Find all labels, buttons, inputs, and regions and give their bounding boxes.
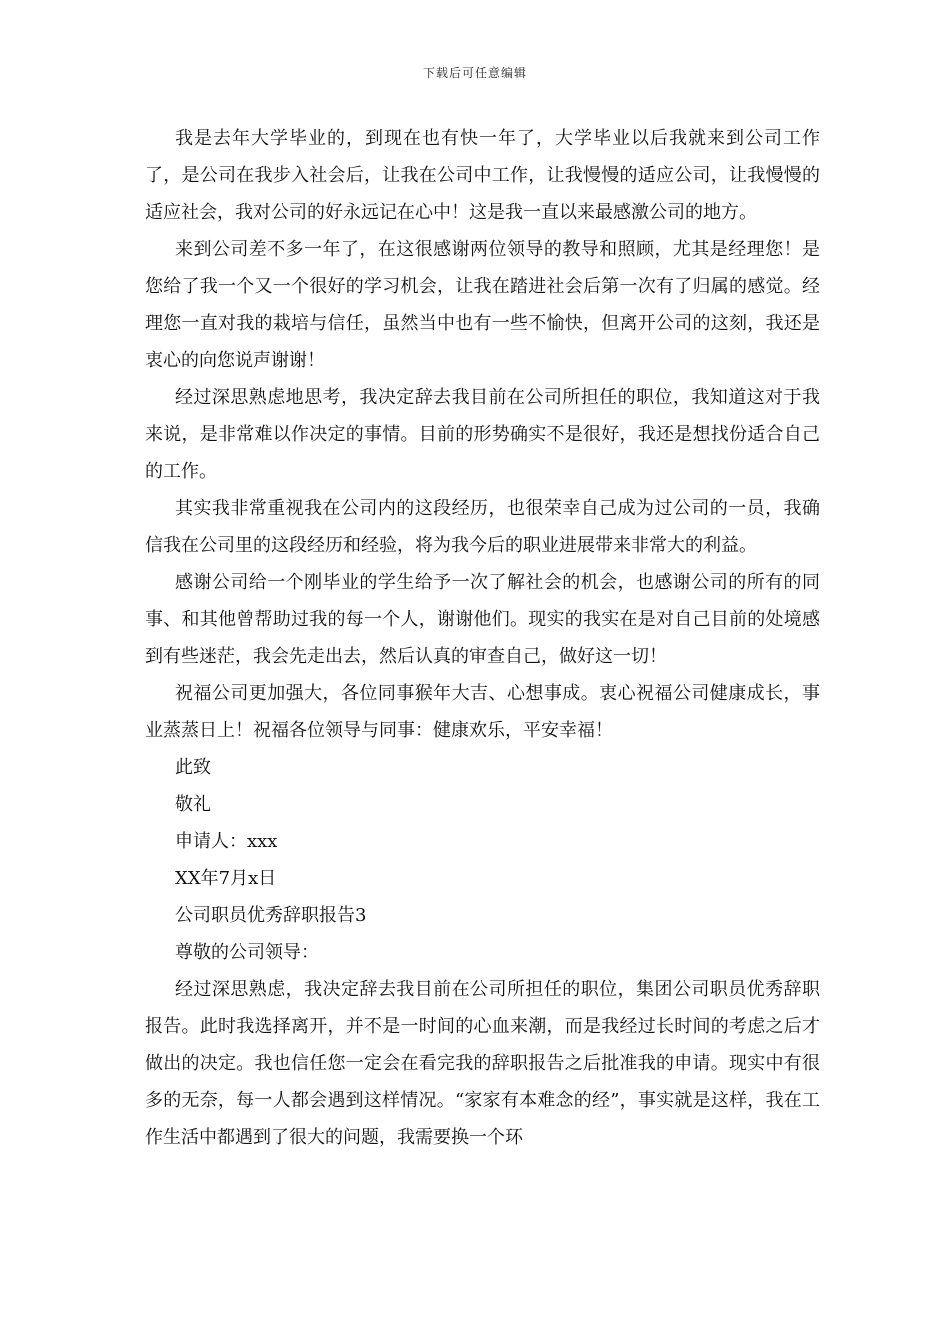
paragraph-decision: 经过深思熟虑地思考，我决定辞去我目前在公司所担任的职位，我知道这对于我来说，是非常难以作决定的事情。目前的形势确实不是很好，我还是想找份适合自己的工作。 (145, 387, 820, 482)
paragraph-blessing: 祝福公司更加强大，各位同事猴年大吉、心想事成。衷心祝福公司健康成长，事业蒸蒸日上！祝福各位领导与同事：健康欢乐，平安幸福！ (145, 683, 820, 741)
paragraph-thanks-manager: 来到公司差不多一年了，在这很感谢两位领导的教导和照顾，尤其是经理您！是您给了我一个又一个很好的学习机会，让我在踏进社会后第一次有了归属的感觉。经理您一直对我的栽培与信任，虽然当中也有一些不愉快，但离开公司的这刻，我还是衷心的向您说声谢谢！ (145, 239, 820, 371)
date-line: XX年7月x日 (175, 868, 277, 889)
section-title: 公司职员优秀辞职报告3 (175, 905, 367, 926)
paragraph-experience: 其实我非常重视我在公司内的这段经历，也很荣幸自己成为过公司的一员，我确信我在公司里的这段经历和经验，将为我今后的职业进展带来非常大的利益。 (145, 498, 820, 556)
page-header: 下载后可任意编辑 (422, 66, 527, 80)
closing-jingli: 敬礼 (175, 794, 211, 815)
closing-cizhi: 此致 (175, 757, 211, 778)
paragraph-graduation: 我是去年大学毕业的，到现在也有快一年了，大学毕业以后我就来到公司工作了，是公司在我步入社会后，让我在公司中工作，让我慢慢的适应公司，让我慢慢的适应社会，我对公司的好永远记在心中！这是我一直以来最感激公司的地方。 (145, 128, 820, 223)
paragraph-resignation: 经过深思熟虑，我决定辞去我目前在公司所担任的职位，集团公司职员优秀辞职报告。此时我选择离开，并不是一时间的心血来潮，而是我经过长时间的考虑之后才做出的决定。我也信任您一定会在看完我的辞职报告之后批准我的申请。现实中有很多的无奈，每一人都会遇到这样情况。“家家有本难念的经”，事实就是这样，我在工作生活中都遇到了很大的问题，我需要换一个环 (145, 979, 820, 1148)
document-body (145, 120, 820, 1156)
paragraph-gratitude: 感谢公司给一个刚毕业的学生给予一次了解社会的机会，也感谢公司的所有的同事、和其他曾帮助过我的每一个人，谢谢他们。现实的我实在是对自己目前的处境感到有些迷茫，我会先走出去，然后认真的审查自己，做好这一切！ (145, 572, 820, 667)
applicant-line: 申请人：xxx (175, 831, 278, 852)
salutation: 尊敬的公司领导： (175, 942, 319, 963)
